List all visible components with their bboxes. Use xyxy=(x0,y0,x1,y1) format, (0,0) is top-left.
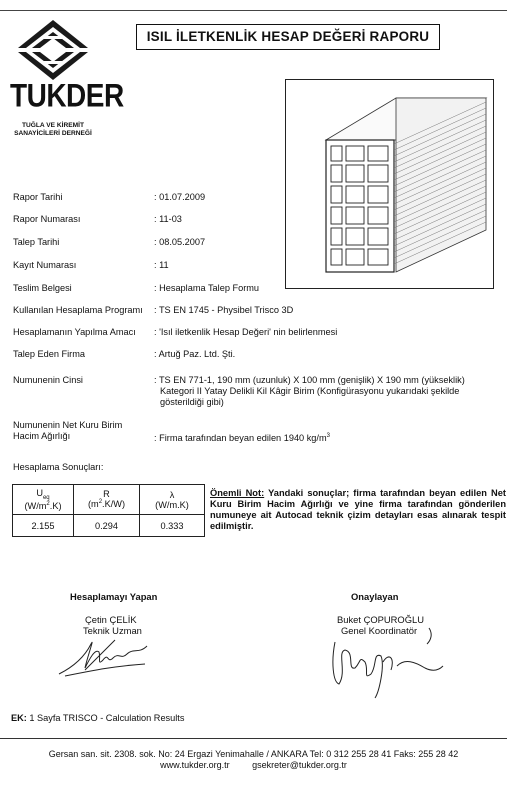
header-unit-sup: 2 xyxy=(98,499,103,506)
field-value: : Artuğ Paz. Ltd. Şti. xyxy=(154,349,236,359)
field-label: Kayıt Numarası xyxy=(13,260,77,270)
note-text: Yandaki sonuçlar; firma tarafından beyan edilen Net Kuru Birim Hacim Ağırlığı ve yine firma tarafından gönderilen numuneye ait Autocad teknik çizim detayları esas alınarak tespit edilmiştir. xyxy=(210,488,506,531)
signature-left-role: Teknik Uzman xyxy=(83,625,142,636)
field-value: : TS EN 1745 - Physibel Trisco 3D xyxy=(154,305,294,315)
header-unit-tail: .K) xyxy=(49,500,62,511)
results-label: Hesaplama Sonuçları: xyxy=(13,462,104,472)
density-label-line2: Hacim Ağırlığı xyxy=(13,431,71,441)
sample-type-line3: gösterildiği gibi) xyxy=(160,397,224,407)
field-value: : 08.05.2007 xyxy=(154,237,206,247)
density-unit-superscript: 3 xyxy=(326,433,330,439)
field-label: Kullanılan Hesaplama Programı xyxy=(13,305,143,315)
brick-drawing-frame xyxy=(285,79,494,289)
header-symbol: λ xyxy=(169,489,175,500)
result-ueq-value: 2.155 xyxy=(13,515,74,537)
result-lambda-value: 0.333 xyxy=(140,515,205,537)
logo-wordmark: TUKDER xyxy=(10,77,124,114)
top-rule xyxy=(0,10,507,11)
field-label: Hesaplamanın Yapılma Amacı xyxy=(13,327,136,337)
field-label: Teslim Belgesi xyxy=(13,283,72,293)
field-label xyxy=(13,420,153,442)
attachment-text: 1 Sayfa TRISCO - Calculation Results xyxy=(29,713,185,723)
density-label-line1: Numunenin Net Kuru Birim xyxy=(13,420,123,430)
field-label: Rapor Tarihi xyxy=(13,192,63,202)
brick-drawing xyxy=(286,80,493,288)
footer-email-link[interactable]: gsekreter@tukder.org.tr xyxy=(252,760,347,770)
results-header-row xyxy=(13,485,205,515)
field-value: : 'Isıl iletkenlik Hesap Değeri' nin belirlenmesi xyxy=(154,327,338,337)
results-header-lambda xyxy=(140,485,205,515)
attachment-label: EK: xyxy=(11,713,27,723)
sample-type-line1: : TS EN 771-1, 190 mm (uzunluk) X 100 mm (genişlik) X 190 mm (yükseklik) xyxy=(154,375,465,385)
footer-contact xyxy=(0,760,507,771)
signature-right-title: Onaylayan xyxy=(351,591,399,602)
important-note xyxy=(210,488,506,532)
field-label: Numunenin Cinsi xyxy=(13,375,83,385)
field-value xyxy=(154,375,507,408)
signature-right-name: Buket ÇOPUROĞLU xyxy=(337,614,425,625)
footer-address: Gersan san. sit. 2308. sok. No: 24 Ergazi Yenimahalle / ANKARA Tel: 0 312 255 28 41 Faks: 255 28 42 xyxy=(48,749,459,759)
field-label: Talep Tarihi xyxy=(13,237,60,247)
results-value-row xyxy=(13,515,205,537)
field-label: Rapor Numarası xyxy=(13,214,81,224)
header-unit-sup: 2 xyxy=(46,500,50,507)
sample-type-line2: Kategori II Yatay Delikli Kil Kâgir Birim (Konfigürasyonu yukarıdaki şekilde xyxy=(160,386,460,396)
signature-right-role: Genel Koordinatör xyxy=(341,625,418,636)
results-table xyxy=(12,484,205,537)
signature-left-scribble-icon xyxy=(55,630,150,680)
results-header-r xyxy=(74,485,140,515)
tukder-logo-icon xyxy=(10,18,96,80)
signature-right-scribble-icon xyxy=(325,622,445,700)
result-r-value: 0.294 xyxy=(74,515,140,537)
footer-website-link[interactable]: www.tukder.org.tr xyxy=(160,760,230,770)
field-value: : 01.07.2009 xyxy=(154,192,206,202)
field-label: Talep Eden Firma xyxy=(13,349,86,359)
header-unit: (m xyxy=(87,499,99,510)
field-value: : Hesaplama Talep Formu xyxy=(154,283,260,293)
report-title: ISIL İLETKENLİK HESAP DEĞERİ RAPORU xyxy=(136,24,440,50)
header-unit-tail: .K/W) xyxy=(102,499,126,510)
header-symbol: R xyxy=(103,489,110,500)
density-value: : Firma tarafından beyan edilen 1940 kg/m xyxy=(154,433,327,444)
header-unit: (W/m xyxy=(24,500,47,511)
header-unit: (W/m.K) xyxy=(155,499,189,510)
logo-subtitle xyxy=(10,122,96,138)
header-sub: eq xyxy=(42,494,50,501)
results-header-ueq xyxy=(13,485,74,515)
header-symbol: U xyxy=(36,488,43,499)
field-value: : 11 xyxy=(154,260,169,270)
field-value: : 11-03 xyxy=(154,214,182,224)
logo-subtitle-line1: TUĞLA VE KİREMİT xyxy=(21,122,85,129)
signature-left-name: Çetin ÇELİK xyxy=(85,614,137,625)
attachment-note xyxy=(11,713,184,723)
signature-left-title: Hesaplamayı Yapan xyxy=(70,591,158,602)
logo-subtitle-line2: SANAYİCİLERİ DERNEĞİ xyxy=(14,130,92,137)
field-value xyxy=(154,431,507,444)
note-heading: Önemli Not: xyxy=(210,488,265,498)
footer xyxy=(0,749,507,771)
footer-rule xyxy=(0,738,507,739)
